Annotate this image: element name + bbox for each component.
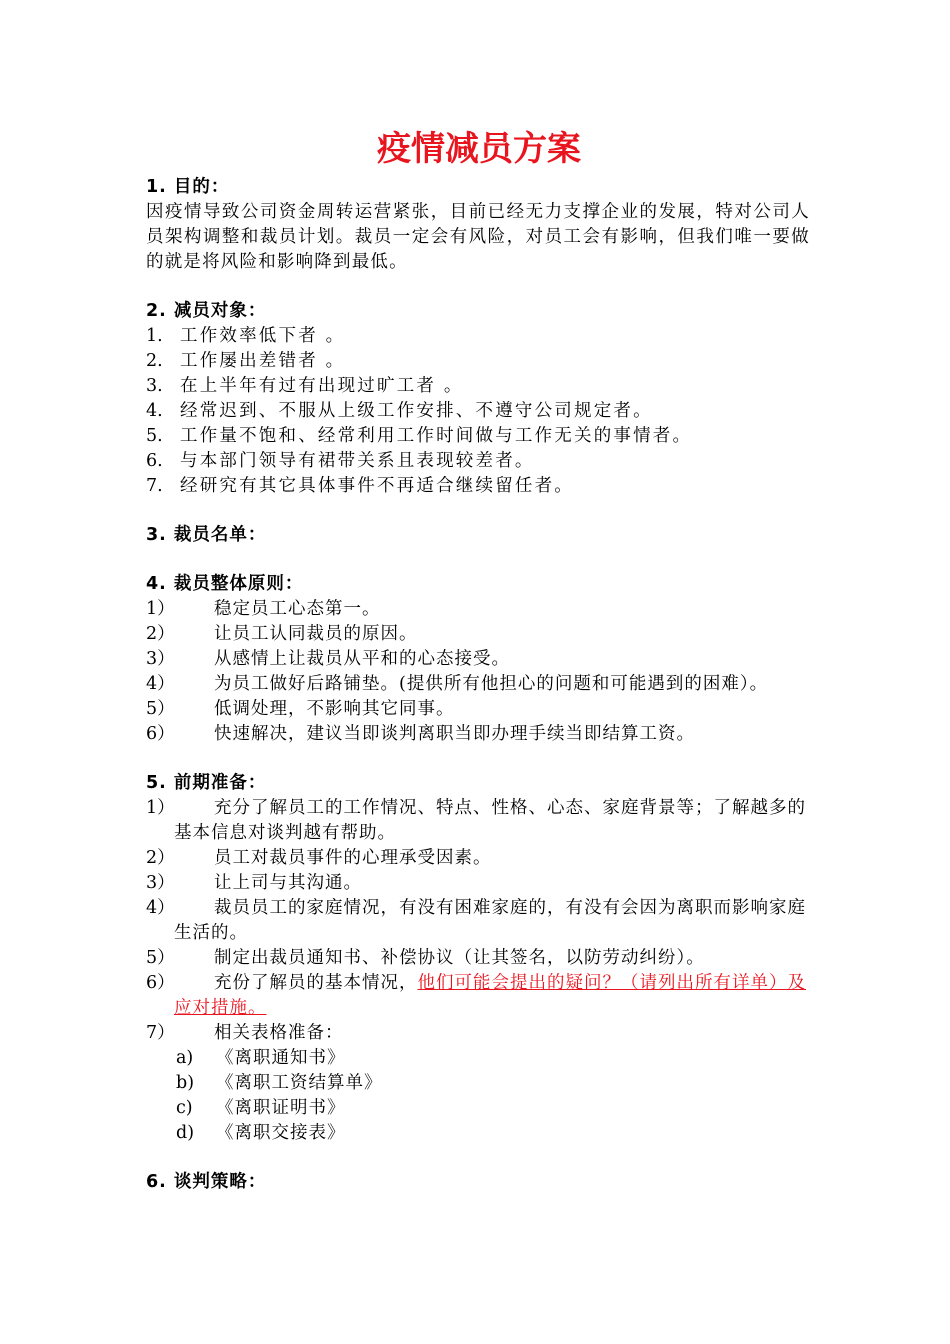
item-text: 相关表格准备： xyxy=(214,1023,344,1043)
list-item xyxy=(146,697,810,722)
item-text: 裁员员工的家庭情况，有没有困难家庭的，有没有会因为离职而影响家庭生活的。 xyxy=(174,898,806,943)
spacer xyxy=(146,548,810,572)
form-letter: a) xyxy=(176,1048,194,1068)
document-title: 疫情减员方案 xyxy=(377,129,581,169)
item-text: 工作量不饱和、经常利用工作时间做与工作无关的事情者。 xyxy=(180,426,693,446)
highlighted-question-text: 他们可能会提出的疑问？（请列出所有详单）及应对措施。 xyxy=(174,973,806,1018)
list-item xyxy=(146,647,810,672)
item-text: 低调处理，不影响其它同事。 xyxy=(214,699,455,719)
list-item xyxy=(146,896,810,946)
spacer xyxy=(146,747,810,771)
form-item xyxy=(146,1046,810,1071)
list-item xyxy=(146,349,810,374)
item-number: 7） xyxy=(146,1023,175,1043)
list-item xyxy=(146,946,810,971)
item-number: 1. xyxy=(146,326,163,346)
list-item xyxy=(146,1021,810,1046)
item-number: 6） xyxy=(146,973,175,993)
item-text: 快速解决，建议当即谈判离职当即办理手续当即结算工资。 xyxy=(214,724,695,744)
list-item xyxy=(146,722,810,747)
section-5-heading: 5. 前期准备： xyxy=(146,773,267,793)
list-item xyxy=(146,424,810,449)
list-item xyxy=(146,971,810,1021)
item-text: 与本部门领导有裙带关系且表现较差者。 xyxy=(180,451,535,471)
item-text: 制定出裁员通知书、补偿协议（让其签名，以防劳动纠纷）。 xyxy=(214,948,705,968)
list-item xyxy=(146,474,810,499)
item-text: 经研究有其它具体事件不再适合继续留任者。 xyxy=(180,476,574,496)
list-item xyxy=(146,324,810,349)
list-item xyxy=(146,449,810,474)
item-number: 6） xyxy=(146,724,175,744)
item-number: 2） xyxy=(146,624,175,644)
item-text: 员工对裁员事件的心理承受因素。 xyxy=(214,848,492,868)
item-text: 工作效率低下者 。 xyxy=(180,326,346,346)
section-1-body: 因疫情导致公司资金周转运营紧张，目前已经无力支撑企业的发展，特对公司人员架构调整和裁员计划。裁员一定会有风险，对员工会有影响，但我们唯一要做的就是将风险和影响降到最低。 xyxy=(146,202,810,272)
item-number: 4） xyxy=(146,674,175,694)
item-number: 6. xyxy=(146,451,163,471)
item-number: 4. xyxy=(146,401,163,421)
item-number: 2） xyxy=(146,848,175,868)
item-text: 让员工认同裁员的原因。 xyxy=(214,624,418,644)
item-text: 从感情上让裁员从平和的心态接受。 xyxy=(214,649,510,669)
list-item xyxy=(146,399,810,424)
item-number: 5） xyxy=(146,948,175,968)
section-1-heading: 1. 目的： xyxy=(146,177,230,197)
item-number: 4） xyxy=(146,898,175,918)
spacer xyxy=(146,275,810,299)
item-text: 充分了解员工的工作情况、特点、性格、心态、家庭背景等；了解越多的基本信息对谈判越有帮助。 xyxy=(174,798,806,843)
list-item xyxy=(146,796,810,846)
item-number: 3） xyxy=(146,649,175,669)
item-text: 稳定员工心态第一。 xyxy=(214,599,381,619)
item-number: 5. xyxy=(146,426,163,446)
section-3-heading: 3. 裁员名单： xyxy=(146,525,267,545)
item-text: 工作屡出差错者 。 xyxy=(180,351,346,371)
item-number: 1） xyxy=(146,798,175,818)
list-item xyxy=(146,871,810,896)
item-text: 在上半年有过有出现过旷工者 。 xyxy=(180,376,464,396)
list-item xyxy=(146,846,810,871)
spacer xyxy=(146,499,810,523)
item-number: 3. xyxy=(146,376,163,396)
item-text: 让上司与其沟通。 xyxy=(214,873,362,893)
list-item xyxy=(146,672,810,697)
list-item xyxy=(146,622,810,647)
form-letter: d) xyxy=(176,1123,195,1143)
form-name: 《离职通知书》 xyxy=(216,1048,346,1068)
form-letter: b) xyxy=(176,1073,195,1093)
form-letter: c) xyxy=(176,1098,193,1118)
form-item xyxy=(146,1121,810,1146)
form-name: 《离职交接表》 xyxy=(216,1123,346,1143)
item-text: 经常迟到、不服从上级工作安排、不遵守公司规定者。 xyxy=(180,401,653,421)
item-number: 5） xyxy=(146,699,175,719)
section-2-heading: 2. 减员对象： xyxy=(146,301,267,321)
list-item xyxy=(146,374,810,399)
form-name: 《离职证明书》 xyxy=(216,1098,346,1118)
form-name: 《离职工资结算单》 xyxy=(216,1073,383,1093)
document-page xyxy=(146,125,810,1195)
section-4-heading: 4. 裁员整体原则： xyxy=(146,574,304,594)
item-number: 7. xyxy=(146,476,163,496)
list-item xyxy=(146,597,810,622)
spacer xyxy=(146,1146,810,1170)
form-item xyxy=(146,1071,810,1096)
item-text: 为员工做好后路铺垫。(提供所有他担心的问题和可能遇到的困难）。 xyxy=(214,674,769,694)
item-number: 2. xyxy=(146,351,163,371)
item-number: 1） xyxy=(146,599,175,619)
section-6-heading: 6. 谈判策略： xyxy=(146,1172,267,1192)
form-item xyxy=(146,1096,810,1121)
item-number: 3） xyxy=(146,873,175,893)
item-text: 充份了解员的基本情况， xyxy=(214,973,418,993)
